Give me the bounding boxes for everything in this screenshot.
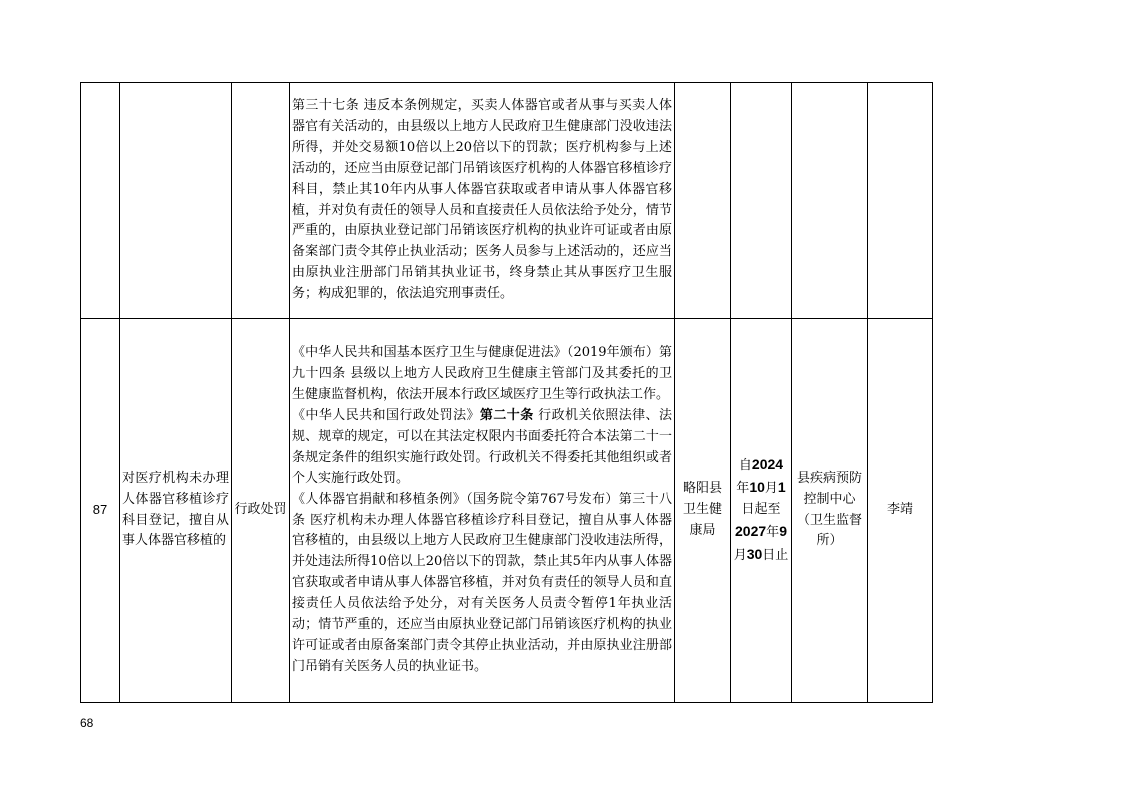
cell-category [232, 83, 290, 319]
cell-item [120, 83, 232, 319]
cell-contact [868, 83, 933, 319]
law-article-37: 第三十七条 违反本条例规定，买卖人体器官或者从事与买卖人体器官有关活动的，由县级以上地方人民政府卫生健康部门没收违法所得，并处交易额10倍以上20倍以下的罚款；医疗机构参与上述活动的，还应当由原登记部门吊销该医疗机构的人体器官移植诊疗科目，禁止其10年内从事人体器官获取或者申请从事人体器官移植，并对负有责任的领导人员和直接责任人员依法给予处分，情节严重的，由原执业登记部门吊销该医疗机构的执业许可证或者由原备案部门责令其停止执业活动；医务人员参与上述活动的，还应当由原执业注册部门吊销其执业证书，终身禁止其从事医疗卫生服务；构成犯罪的，依法追究刑事责任。 [292, 97, 672, 302]
law-paragraph-3: 《人体器官捐献和移植条例》（国务院令第767号发布）第三十八条 医疗机构未办理人体器官移植诊疗科目登记，擅自从事人体器官移植的，由县级以上地方人民政府卫生健康部门没收违法所得，并处违法所得10倍以上20倍以下的罚款，禁止其5年内从事人体器官获取或者申请从事人体器官移植，并对负有责任的领导人员和直接责任人员依法给予处分，对有关医务人员责令暂停1年执业活动；情节严重的，还应当由原执业登记部门吊销该医疗机构的执业许可证或者由原备案部门责令其停止执业活动，并由原执业注册部门吊销有关医务人员的执业证书。 [292, 491, 672, 674]
law-paragraph-2 [292, 406, 672, 490]
row-period: 自2024 年10月1 日起至 2027年9 月30日止 [731, 319, 792, 703]
row-category: 行政处罚 [232, 319, 290, 703]
cell-entrusted [792, 83, 868, 319]
cell-authority [675, 83, 731, 319]
law-p2-body: 行政机关依照法律、法规、规章的规定，可以在其法定权限内书面委托符合本法第二十一条规定条件的组织实施行政处罚。行政机关不得委托其他组织或者个人实施行政处罚。 [292, 407, 672, 486]
cell-number [81, 83, 120, 319]
law-p2-title: 《中华人民共和国行政处罚法》 [292, 407, 480, 423]
cell-legal-basis [290, 83, 675, 319]
enforcement-table [80, 82, 933, 703]
law-p2-article: 第二十条 [479, 407, 534, 423]
table-row-continued [81, 83, 933, 319]
row-legal-basis [290, 319, 675, 703]
table-row-87 [81, 319, 933, 703]
row-contact: 李靖 [868, 319, 933, 703]
cell-period [731, 83, 792, 319]
page-number: 68 [80, 716, 94, 730]
law-paragraph-1: 《中华人民共和国基本医疗卫生与健康促进法》（2019年颁布）第九十四条 县级以上地方人民政府卫生健康主管部门及其委托的卫生健康监督机构，依法开展本行政区域医疗卫生等行政执法工作。 [292, 345, 672, 403]
row-item: 对医疗机构未办理人体器官移植诊疗科目登记，擅自从事人体器官移植的 [120, 319, 232, 703]
row-entrusted: 县疾病预防控制中心（卫生监督所） [792, 319, 868, 703]
row-number: 87 [81, 319, 120, 703]
row-authority: 略阳县卫生健康局 [675, 319, 731, 703]
